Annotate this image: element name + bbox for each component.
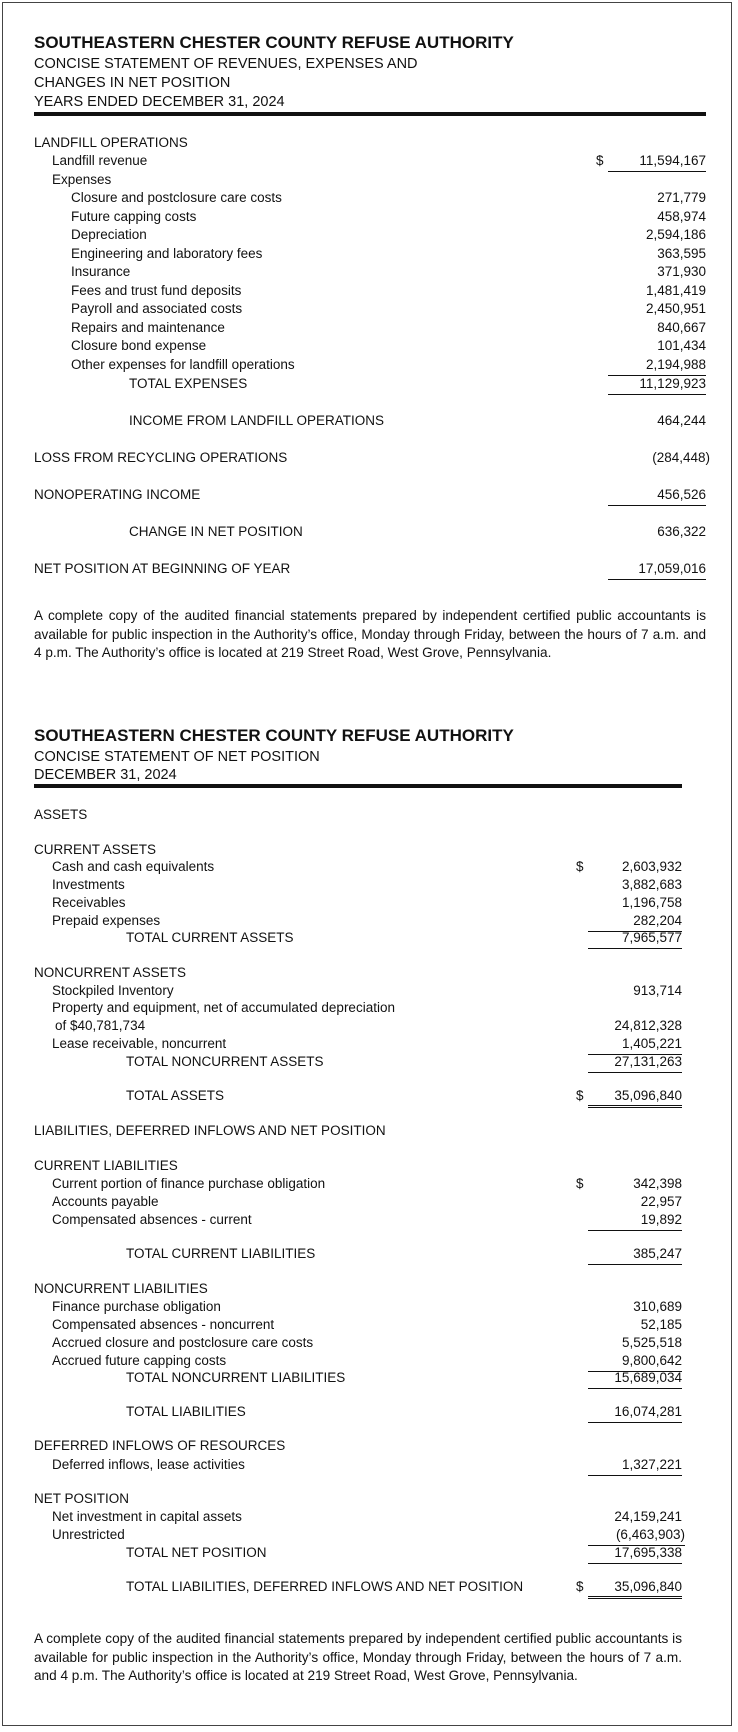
total-current-assets-value: 7,965,577 (588, 929, 682, 949)
noncurrent-liability-row (34, 1298, 682, 1316)
expense-label: Future capping costs (71, 209, 197, 224)
stockpiled-inventory-value: 913,714 (633, 983, 682, 998)
current-assets-heading: CURRENT ASSETS (34, 842, 157, 857)
loss-recycling-label: LOSS FROM RECYCLING OPERATIONS (34, 450, 288, 465)
current-asset-row (34, 894, 682, 912)
expense-value: 2,194,988 (608, 356, 706, 376)
statement2-title: SOUTHEASTERN CHESTER COUNTY REFUSE AUTHORITY (34, 726, 514, 745)
property-equipment-row-2 (34, 1017, 682, 1035)
noncurrent-liability-label: Accrued closure and postclosure care costs (52, 1335, 314, 1350)
current-liability-label: Accounts payable (52, 1194, 159, 1209)
current-liability-label: Compensated absences - current (52, 1212, 252, 1227)
expense-row (34, 263, 706, 281)
lease-receivable-value: 1,405,221 (588, 1035, 682, 1055)
nonoperating-income-value: 456,526 (608, 486, 706, 506)
expense-label: Fees and trust fund deposits (71, 283, 242, 298)
noncurrent-liability-label: Compensated absences - noncurrent (52, 1317, 275, 1332)
currency-symbol: $ (576, 1579, 584, 1594)
nonoperating-income-label: NONOPERATING INCOME (34, 487, 201, 502)
landfill-revenue-label: Landfill revenue (52, 153, 148, 168)
expense-value: 371,930 (657, 264, 706, 279)
expenses-heading-row (34, 171, 706, 189)
currency-symbol: $ (576, 1176, 584, 1191)
stockpiled-inventory-row (34, 982, 682, 1000)
current-liability-row (34, 1211, 682, 1229)
total-noncurrent-liabilities-value: 15,689,034 (588, 1369, 682, 1389)
expense-row (34, 282, 706, 300)
grand-total-row (34, 1578, 682, 1596)
change-net-position-label: CHANGE IN NET POSITION (129, 524, 303, 539)
noncurrent-assets-heading-row (34, 964, 682, 982)
deferred-inflows-heading: DEFERRED INFLOWS OF RESOURCES (34, 1438, 286, 1453)
noncurrent-liability-value: 9,800,642 (588, 1352, 682, 1372)
total-noncurrent-assets-value: 27,131,263 (588, 1053, 682, 1073)
expense-row (34, 319, 706, 337)
statement2-subtitle-2: DECEMBER 31, 2024 (34, 767, 177, 783)
net-position-beginning-label: NET POSITION AT BEGINNING OF YEAR (34, 561, 291, 576)
statement2-availability-note: A complete copy of the audited financial statements prepared by independent certified public accountants is available for public inspection in the Authority’s office, Monday through Friday, between the hours of 7 a.m. and 4 p.m. The Authority’s office is located at 219 Street Road, West Grove, Pennsylvania. (34, 1631, 682, 1683)
expense-label: Engineering and laboratory fees (71, 246, 263, 261)
total-liabilities-row (34, 1403, 682, 1421)
net-position-heading-row (34, 1490, 682, 1508)
expense-label: Closure and postclosure care costs (71, 190, 282, 205)
total-net-position-value: 17,695,338 (588, 1544, 682, 1564)
total-net-position-row (34, 1544, 682, 1562)
noncurrent-liability-value: 52,185 (640, 1317, 682, 1332)
expense-row (34, 356, 706, 374)
net-position-row (34, 1508, 682, 1526)
expense-label: Insurance (71, 264, 131, 279)
net-position-heading: NET POSITION (34, 1491, 130, 1506)
expense-value: 271,779 (657, 190, 706, 205)
total-current-liabilities-label: TOTAL CURRENT LIABILITIES (126, 1246, 316, 1261)
assets-heading-row (34, 806, 682, 824)
total-expenses-label: TOTAL EXPENSES (129, 376, 248, 391)
liabilities-heading: LIABILITIES, DEFERRED INFLOWS AND NET POSITION (34, 1123, 386, 1138)
expense-label: Repairs and maintenance (71, 320, 225, 335)
total-noncurrent-assets-row (34, 1053, 682, 1071)
current-asset-row (34, 876, 682, 894)
deferred-inflows-row (34, 1456, 682, 1474)
current-asset-row (34, 912, 682, 930)
expense-row (34, 208, 706, 226)
net-position-label: Net investment in capital assets (52, 1509, 242, 1524)
income-landfill-label: INCOME FROM LANDFILL OPERATIONS (129, 413, 385, 428)
total-liabilities-value: 16,074,281 (588, 1403, 682, 1423)
total-noncurrent-liabilities-row (34, 1369, 682, 1387)
expense-row (34, 337, 706, 355)
total-current-liabilities-row (34, 1245, 682, 1263)
total-assets-value: 35,096,840 (588, 1087, 682, 1108)
expense-value: 363,595 (657, 246, 706, 261)
total-assets-row (34, 1087, 682, 1105)
current-liability-value: 342,398 (633, 1176, 682, 1191)
statement2-subtitle-1: CONCISE STATEMENT OF NET POSITION (34, 749, 320, 765)
noncurrent-liability-label: Accrued future capping costs (52, 1353, 227, 1368)
statement1-subtitle-2: CHANGES IN NET POSITION (34, 75, 231, 91)
expenses-heading: Expenses (52, 172, 112, 187)
statement1-subtitle-3: YEARS ENDED DECEMBER 31, 2024 (34, 94, 285, 110)
deferred-inflows-label: Deferred inflows, lease activities (52, 1457, 245, 1472)
noncurrent-liability-row (34, 1352, 682, 1370)
statement1-header-rule (34, 112, 706, 116)
net-position-beginning-value: 17,059,016 (608, 560, 706, 580)
deferred-inflows-value: 1,327,221 (588, 1456, 682, 1476)
expense-value: 1,481,419 (645, 283, 706, 298)
current-asset-label: Receivables (52, 895, 126, 910)
expense-row (34, 226, 706, 244)
current-liabilities-heading-row (34, 1157, 682, 1175)
loss-recycling-row (34, 449, 710, 467)
lease-receivable-label: Lease receivable, noncurrent (52, 1036, 227, 1051)
income-landfill-row (34, 412, 706, 430)
total-current-assets-row (34, 929, 682, 947)
change-net-position-row (34, 523, 706, 541)
current-liability-label: Current portion of finance purchase obligation (52, 1176, 326, 1191)
total-expenses-value: 11,129,923 (608, 375, 706, 395)
total-noncurrent-assets-label: TOTAL NONCURRENT ASSETS (126, 1054, 324, 1069)
currency-symbol: $ (596, 153, 604, 168)
total-current-liabilities-value: 385,247 (588, 1245, 682, 1265)
income-landfill-value: 464,244 (657, 413, 706, 428)
noncurrent-assets-heading: NONCURRENT ASSETS (34, 965, 187, 980)
expense-label: Closure bond expense (71, 338, 207, 353)
noncurrent-liability-value: 5,525,518 (621, 1335, 682, 1350)
expense-label: Payroll and associated costs (71, 301, 243, 316)
current-liability-row (34, 1175, 682, 1193)
total-current-assets-label: TOTAL CURRENT ASSETS (126, 930, 294, 945)
landfill-heading-row (34, 134, 706, 152)
total-assets-label: TOTAL ASSETS (126, 1088, 225, 1103)
current-asset-label: Prepaid expenses (52, 913, 161, 928)
current-asset-row (34, 858, 682, 876)
net-position-row (34, 1526, 685, 1544)
statement1-availability-note: A complete copy of the audited financial statements prepared by independent certified public accountants is available for public inspection in the Authority’s office, Monday through Friday, between the hours of 7 a.m. and 4 p.m. The Authority’s office is located at 219 Street Road, West Grove, Pennsylvania. (34, 608, 706, 660)
expense-value: 2,450,951 (645, 301, 706, 316)
expense-row (34, 300, 706, 318)
nonoperating-income-row (34, 486, 706, 504)
grand-total-value: 35,096,840 (588, 1578, 682, 1599)
liabilities-heading-row (34, 1122, 682, 1140)
statement2-header-rule (34, 784, 682, 788)
expense-row (34, 189, 706, 207)
expense-value: 101,434 (657, 338, 706, 353)
total-liabilities-label: TOTAL LIABILITIES (126, 1404, 246, 1419)
noncurrent-liabilities-heading-row (34, 1280, 682, 1298)
expense-value: 2,594,186 (645, 227, 706, 242)
expense-value: 840,667 (657, 320, 706, 335)
total-net-position-label: TOTAL NET POSITION (126, 1545, 267, 1560)
loss-recycling-value: (284,448) (652, 450, 710, 465)
property-equipment-value: 24,812,328 (614, 1018, 682, 1033)
current-asset-value: 2,603,932 (621, 859, 682, 874)
total-expenses-row (34, 375, 706, 393)
current-asset-value: 282,204 (588, 912, 682, 932)
net-position-beginning-row (34, 560, 706, 578)
noncurrent-liability-row (34, 1316, 682, 1334)
change-net-position-value: 636,322 (657, 524, 706, 539)
noncurrent-liability-label: Finance purchase obligation (52, 1299, 221, 1314)
current-liabilities-heading: CURRENT LIABILITIES (34, 1158, 178, 1173)
landfill-revenue-value: 11,594,167 (608, 152, 706, 172)
noncurrent-liability-row (34, 1334, 682, 1352)
landfill-operations-heading: LANDFILL OPERATIONS (34, 135, 188, 150)
current-liability-value: 22,957 (640, 1194, 682, 1209)
statement1-subtitle-1: CONCISE STATEMENT OF REVENUES, EXPENSES AND (34, 56, 418, 72)
noncurrent-liabilities-heading: NONCURRENT LIABILITIES (34, 1281, 208, 1296)
expense-label: Other expenses for landfill operations (71, 357, 295, 372)
net-position-value: 24,159,241 (614, 1509, 682, 1524)
deferred-heading-row (34, 1437, 682, 1455)
net-position-value: (6,463,903) (588, 1526, 685, 1546)
grand-total-label: TOTAL LIABILITIES, DEFERRED INFLOWS AND NET POSITION (126, 1579, 524, 1594)
currency-symbol: $ (576, 1088, 584, 1103)
property-equipment-row-1 (34, 999, 682, 1017)
noncurrent-liability-value: 310,689 (633, 1299, 682, 1314)
current-asset-value: 1,196,758 (621, 895, 682, 910)
net-position-label: Unrestricted (52, 1527, 125, 1542)
statement1-title: SOUTHEASTERN CHESTER COUNTY REFUSE AUTHORITY (34, 33, 514, 52)
landfill-revenue-row (34, 152, 706, 170)
total-noncurrent-liabilities-label: TOTAL NONCURRENT LIABILITIES (126, 1370, 346, 1385)
current-liability-row (34, 1193, 682, 1211)
lease-receivable-row (34, 1035, 682, 1053)
current-asset-label: Investments (52, 877, 125, 892)
property-equipment-label: Property and equipment, net of accumulated depreciation (52, 1000, 395, 1015)
stockpiled-inventory-label: Stockpiled Inventory (52, 983, 174, 998)
assets-heading: ASSETS (34, 807, 88, 822)
expense-label: Depreciation (71, 227, 147, 242)
current-assets-heading-row (34, 841, 682, 859)
currency-symbol: $ (576, 859, 584, 874)
current-asset-label: Cash and cash equivalents (52, 859, 215, 874)
property-equipment-depreciation-label: of $40,781,734 (55, 1018, 146, 1033)
current-liability-value: 19,892 (588, 1211, 682, 1231)
expense-value: 458,974 (657, 209, 706, 224)
current-asset-value: 3,882,683 (621, 877, 682, 892)
expense-row (34, 245, 706, 263)
